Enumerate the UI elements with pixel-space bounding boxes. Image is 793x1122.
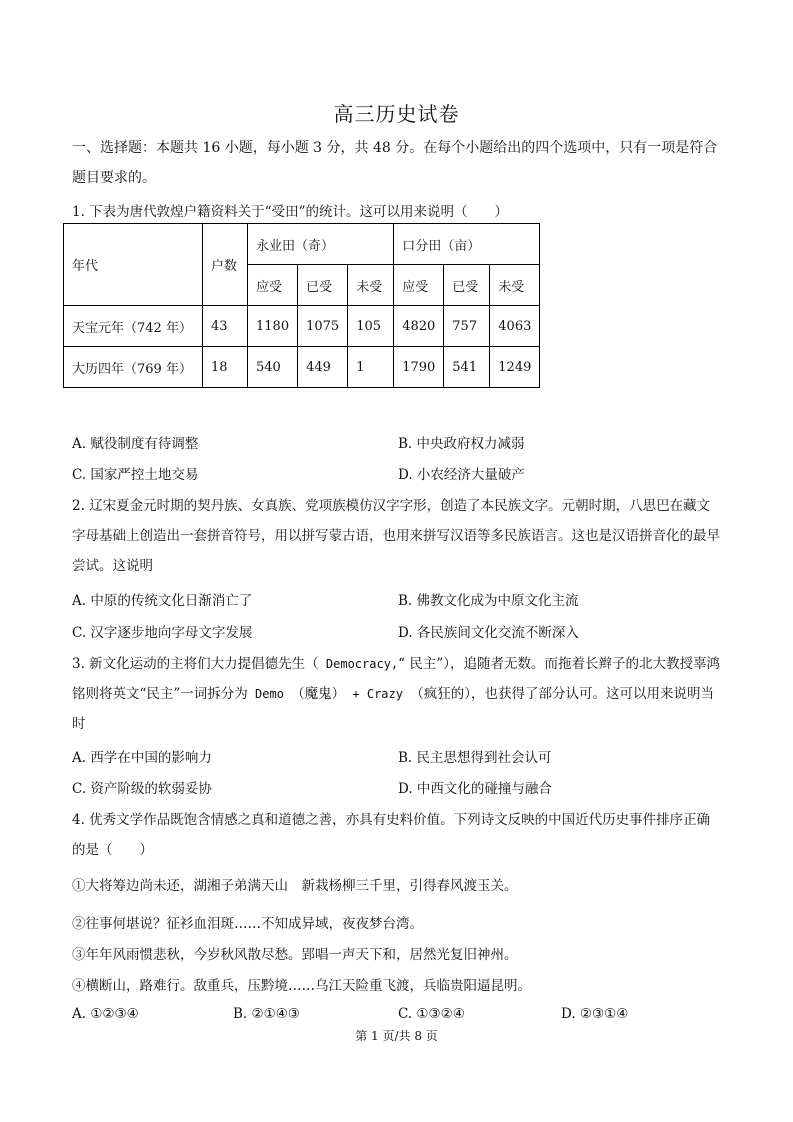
q3-crazy: + Crazy bbox=[345, 687, 411, 701]
table-cell: 541 bbox=[444, 347, 490, 388]
land-table bbox=[63, 223, 540, 388]
table-cell: 1790 bbox=[394, 347, 444, 388]
q3-text-b: “ 民主”），追随者无数。而拖着长辫子的北大教授辜鸿铭则将英文“民主”一词拆分为 bbox=[72, 656, 721, 702]
table-cell: 大历四年（769 年） bbox=[64, 347, 203, 388]
poem-4: ④横断山，路难行。敌重兵，压黔境……乌江天险重飞渡，兵临贵阳逼昆明。 bbox=[72, 978, 531, 994]
subheader-cell: 未受 bbox=[348, 265, 394, 306]
q1-option-c[interactable]: C. 国家严控土地交易 bbox=[72, 467, 199, 483]
poem-3: ③年年风雨惯悲秋，今岁秋风散尽愁。郢唱一声天下和，居然光复旧神州。 bbox=[72, 947, 518, 963]
table-row bbox=[64, 306, 540, 347]
table-cell: 天宝元年（742 年） bbox=[64, 306, 203, 347]
q4-option-c[interactable]: C. ①③②④ bbox=[398, 1006, 465, 1022]
page-title: 高三历史试卷 bbox=[333, 102, 460, 126]
q3-option-a[interactable]: A. 西学在中国的影响力 bbox=[72, 750, 212, 766]
table-cell: 4820 bbox=[394, 306, 444, 347]
q3-option-b[interactable]: B. 民主思想得到社会认可 bbox=[398, 750, 552, 766]
table-header-row bbox=[64, 224, 540, 265]
table-cell: 43 bbox=[203, 306, 248, 347]
table-cell: 757 bbox=[444, 306, 490, 347]
header-year: 年代 bbox=[64, 224, 203, 306]
poem-2: ②往事何堪说？征衫血泪斑……不知成异域，夜夜梦台湾。 bbox=[72, 916, 423, 932]
q3-option-d[interactable]: D. 中西文化的碰撞与融合 bbox=[398, 781, 552, 797]
subheader-cell: 已受 bbox=[444, 265, 490, 306]
table-cell: 449 bbox=[298, 347, 348, 388]
header-koufen: 口分田（亩） bbox=[394, 224, 540, 265]
table-cell: 4063 bbox=[490, 306, 540, 347]
table-cell: 1 bbox=[348, 347, 394, 388]
q4-option-b[interactable]: B. ②①④③ bbox=[233, 1006, 300, 1022]
subheader-cell: 应受 bbox=[394, 265, 444, 306]
table-cell: 1180 bbox=[248, 306, 298, 347]
q3-text-a: 3. 新文化运动的主将们大力提倡德先生（ bbox=[72, 656, 319, 672]
q1-option-d[interactable]: D. 小农经济大量破产 bbox=[398, 467, 525, 483]
q3-text-d: （疯狂的），也获得了部分认可。这可以用来说明当时 bbox=[72, 686, 714, 732]
table-row bbox=[64, 347, 540, 388]
q2-option-d[interactable]: D. 各民族间文化交流不断深入 bbox=[398, 625, 579, 641]
q3-text-c: （魔鬼） bbox=[291, 686, 346, 702]
subheader-cell: 已受 bbox=[298, 265, 348, 306]
question-1-stem: 1. 下表为唐代敦煌户籍资料关于“受田”的统计。这可以用来说明（ ） bbox=[72, 204, 508, 220]
q2-option-a[interactable]: A. 中原的传统文化日渐消亡了 bbox=[72, 593, 253, 609]
section-instructions: 一、选择题：本题共 16 小题，每小题 3 分，共 48 分。在每个小题给出的四个选项中，只有一项是符合题目要求的。 bbox=[72, 140, 718, 186]
q1-option-a[interactable]: A. 赋役制度有待调整 bbox=[72, 436, 199, 452]
q2-option-b[interactable]: B. 佛教文化成为中原文化主流 bbox=[398, 593, 579, 609]
q3-democracy: Democracy, bbox=[318, 657, 399, 671]
question-3-stem bbox=[72, 649, 722, 739]
q4-option-d[interactable]: D. ②③①④ bbox=[561, 1006, 629, 1022]
table-cell: 105 bbox=[348, 306, 394, 347]
question-4-stem: 4. 优秀文学作品既饱含情感之真和道德之善，亦具有史料价值。下列诗文反映的中国近代历史事件排序正确的是（ ） bbox=[72, 812, 711, 858]
header-households: 户数 bbox=[203, 224, 248, 306]
table-cell: 540 bbox=[248, 347, 298, 388]
table-cell: 1249 bbox=[490, 347, 540, 388]
page-footer: 第 1 页/共 8 页 bbox=[355, 1029, 438, 1043]
question-2-stem: 2. 辽宋夏金元时期的契丹族、女真族、党项族模仿汉字字形，创造了本民族文字。元朝时期，八思巴在藏文字母基础上创造出一套拼音符号，用以拼写蒙古语，也用来拼写汉语等多民族语言。这也是汉语拼音化的最早尝试。这说明 bbox=[72, 498, 720, 574]
table-cell: 1075 bbox=[298, 306, 348, 347]
subheader-cell: 应受 bbox=[248, 265, 298, 306]
q3-demo: Demo bbox=[247, 687, 292, 701]
poem-1: ①大将筹边尚未还，湖湘子弟满天山 新栽杨柳三千里，引得春风渡玉关。 bbox=[72, 878, 518, 894]
table-cell: 18 bbox=[203, 347, 248, 388]
q2-option-c[interactable]: C. 汉字逐步地向字母文字发展 bbox=[72, 625, 253, 641]
q1-option-b[interactable]: B. 中央政府权力减弱 bbox=[398, 436, 525, 452]
header-yongye: 永业田（奇） bbox=[248, 224, 394, 265]
q4-option-a[interactable]: A. ①②③④ bbox=[72, 1006, 139, 1022]
q3-option-c[interactable]: C. 资产阶级的软弱妥协 bbox=[72, 781, 212, 797]
subheader-cell: 未受 bbox=[490, 265, 540, 306]
